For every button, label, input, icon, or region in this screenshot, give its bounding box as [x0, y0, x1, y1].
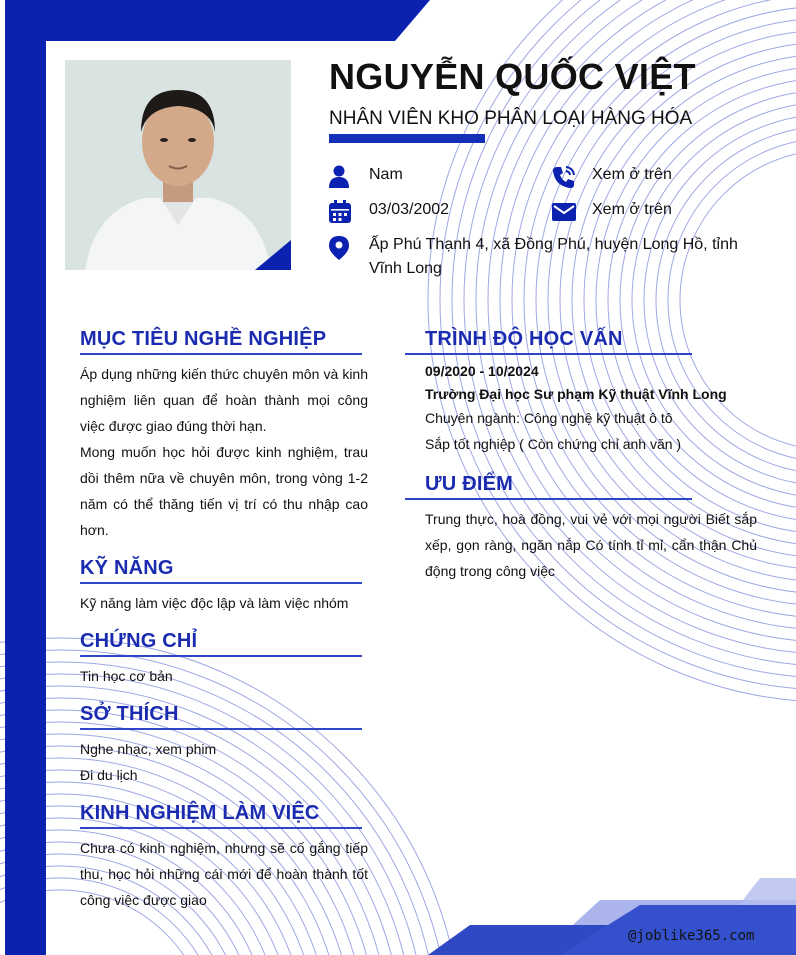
skills-item: Kỹ năng làm việc độc lập và làm việc nhóm: [80, 595, 349, 611]
portrait-illustration: [65, 60, 291, 270]
experience-section: [80, 802, 368, 913]
address-value: Ấp Phú Thạnh 4, xã Đồng Phú, huyện Long Hồ, tỉnh Vĩnh Long: [369, 236, 738, 277]
profile-photo: [65, 60, 291, 270]
education-period: 09/2020 - 10/2024: [425, 363, 539, 379]
watermark-text: @joblike365.com: [628, 928, 755, 944]
experience-heading: KINH NGHIỆM LÀM VIỆC: [80, 802, 362, 829]
birthdate-value: 03/03/2002: [369, 201, 450, 218]
skills-section: [80, 557, 368, 616]
certificates-item: Tin học cơ bản: [80, 668, 173, 684]
certificates-heading: CHỨNG CHỈ: [80, 630, 362, 657]
calendar-icon: [329, 200, 351, 224]
education-heading: TRÌNH ĐỘ HỌC VẤN: [405, 328, 692, 355]
objective-paragraph-2: Mong muốn học hỏi được kinh nghiệm, trau dồi thêm nữa về chuyên môn, trong vòng 1-2 năm có thể thăng tiến vị trí có thu nhập cao hơn.: [80, 444, 368, 538]
hobbies-item-1: Nghe nhạc, xem phim: [80, 741, 217, 757]
education-school: Trường Đại học Sư phạm Kỹ thuật Vĩnh Long: [425, 386, 727, 402]
experience-text: Chưa có kinh nghiệm, nhưng sẽ cố gắng tiếp thu, học hỏi những cái mới để hoàn thành tốt công việc được giao: [80, 840, 368, 908]
email-value: Xem ở trên: [592, 201, 672, 218]
certificates-section: [80, 630, 368, 689]
strengths-heading: ƯU ĐIỂM: [405, 473, 692, 500]
envelope-icon: [552, 200, 576, 224]
objective-heading: MỤC TIÊU NGHỀ NGHIỆP: [80, 328, 362, 355]
objective-section: [80, 328, 368, 543]
skills-heading: KỸ NĂNG: [80, 557, 362, 584]
hobbies-section: [80, 703, 368, 788]
person-icon: [329, 165, 351, 189]
hobbies-heading: SỞ THÍCH: [80, 703, 362, 730]
objective-paragraph-1: Áp dụng những kiến thức chuyên môn và kinh nghiệm liên quan để hoàn thành mọi công việc được giao đúng thời hạn.: [80, 366, 368, 434]
phone-value: Xem ở trên: [592, 166, 672, 183]
phone-icon: [552, 165, 576, 189]
candidate-name: NGUYỄN QUỐC VIỆT: [329, 56, 696, 97]
strengths-text: Trung thực, hoà đồng, vui vẻ với mọi người Biết sắp xếp, gọn ràng, ngăn nắp Có tính tỉ mỉ, cẩn thận Chủ động trong công việc: [425, 511, 757, 579]
education-major: Chuyên ngành: Công nghệ kỹ thuật ô tô: [425, 410, 673, 426]
job-title: NHÂN VIÊN KHO PHÂN LOẠI HÀNG HÓA: [329, 108, 693, 129]
hobbies-item-2: Đi du lịch: [80, 767, 138, 783]
education-note: Sắp tốt nghiệp ( Còn chứng chỉ anh văn ): [425, 436, 682, 452]
map-pin-icon: [329, 236, 351, 260]
title-underline-bar: [329, 134, 485, 143]
education-section: [425, 328, 757, 457]
gender-value: Nam: [369, 166, 403, 183]
strengths-section: [425, 473, 757, 584]
